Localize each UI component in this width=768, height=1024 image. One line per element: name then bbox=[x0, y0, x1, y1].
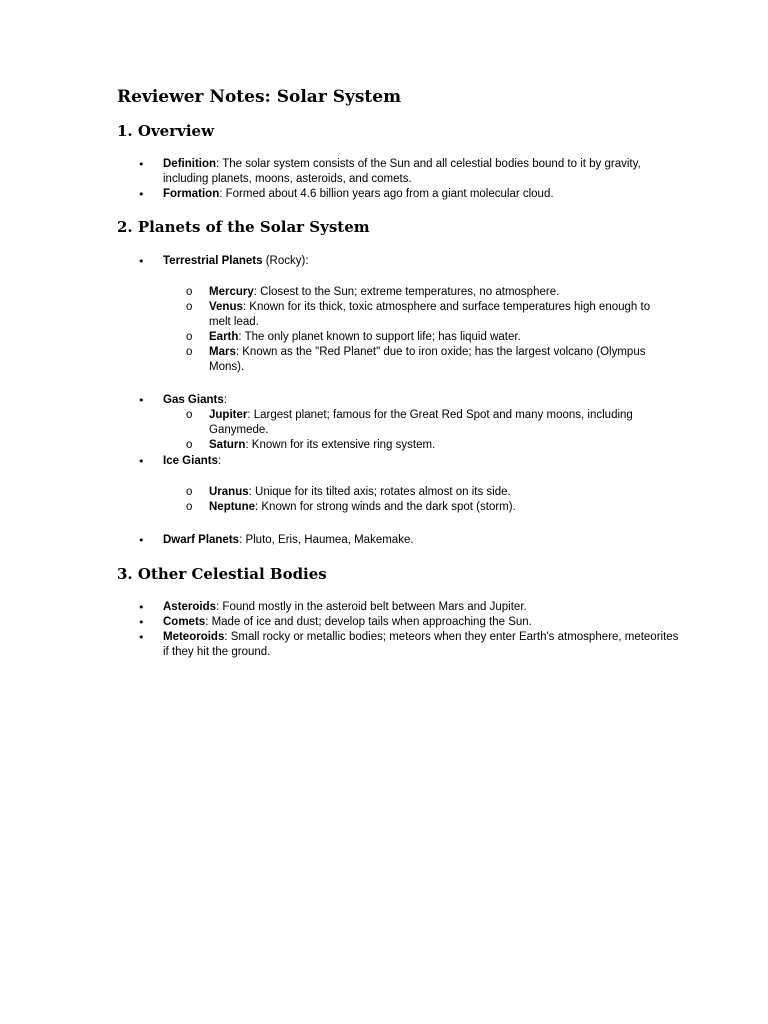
item-text: : bbox=[217, 455, 222, 467]
list-item bbox=[163, 393, 683, 408]
list-item bbox=[163, 157, 683, 187]
item-text: : Known for its extensive ring system. bbox=[245, 439, 436, 451]
item-text: : Known for strong winds and the dark spot (storm). bbox=[255, 501, 516, 513]
item-term: Saturn bbox=[209, 439, 246, 451]
item-text: : Closest to the Sun; extreme temperatures, no atmosphere. bbox=[253, 286, 560, 298]
item-term: Meteoroids bbox=[163, 631, 225, 643]
item-text: : Known for its thick, toxic atmosphere and surface temperatures high enough to melt lead. bbox=[209, 301, 651, 328]
overview-list bbox=[163, 157, 683, 202]
dwarf-planets-list bbox=[163, 533, 683, 548]
sublist-item bbox=[209, 285, 669, 300]
item-term: Definition bbox=[163, 158, 217, 170]
section-heading-other-bodies: 3. Other Celestial Bodies bbox=[117, 565, 327, 583]
sublist-item bbox=[209, 345, 669, 375]
item-term: Neptune bbox=[209, 501, 255, 513]
terrestrial-list bbox=[163, 254, 683, 269]
ice-giants-list bbox=[163, 454, 683, 469]
list-item bbox=[163, 254, 683, 269]
section-heading-overview: 1. Overview bbox=[117, 122, 214, 140]
item-text: : Unique for its tilted axis; rotates almost on its side. bbox=[248, 486, 511, 498]
item-term: Asteroids bbox=[163, 601, 217, 613]
item-term: Terrestrial Planets bbox=[163, 255, 263, 267]
gas-giants-list bbox=[163, 393, 683, 408]
terrestrial-sublist bbox=[209, 285, 669, 375]
list-item bbox=[163, 600, 683, 615]
item-text: : Largest planet; famous for the Great Red Spot and many moons, including Ganymede. bbox=[209, 409, 633, 436]
item-text: : The only planet known to support life; has liquid water. bbox=[238, 331, 521, 343]
item-term: Uranus bbox=[209, 486, 249, 498]
item-text: : The solar system consists of the Sun and all celestial bodies bound to it by gravity, including planets, moons, asteroids, and comets. bbox=[163, 158, 641, 185]
list-item bbox=[163, 533, 683, 548]
sublist-item bbox=[209, 300, 669, 330]
list-item bbox=[163, 615, 683, 630]
item-term: Dwarf Planets bbox=[163, 534, 240, 546]
item-term: Mars bbox=[209, 346, 236, 358]
item-text: : Small rocky or metallic bodies; meteors when they enter Earth's atmosphere, meteorites if they hit the ground. bbox=[163, 631, 679, 658]
item-term: Formation bbox=[163, 188, 220, 200]
document-title: Reviewer Notes: Solar System bbox=[117, 87, 402, 107]
item-text: (Rocky): bbox=[262, 255, 309, 267]
item-text: : Made of ice and dust; develop tails when approaching the Sun. bbox=[205, 616, 532, 628]
list-item bbox=[163, 630, 683, 660]
item-text: : Pluto, Eris, Haumea, Makemake. bbox=[239, 534, 414, 546]
item-text: : Found mostly in the asteroid belt between Mars and Jupiter. bbox=[216, 601, 527, 613]
gas-giants-sublist bbox=[209, 408, 669, 453]
list-item bbox=[163, 187, 683, 202]
item-term: Jupiter bbox=[209, 409, 248, 421]
item-term: Mercury bbox=[209, 286, 254, 298]
other-bodies-list bbox=[163, 600, 683, 660]
ice-giants-sublist bbox=[209, 485, 669, 515]
item-term: Venus bbox=[209, 301, 243, 313]
list-item bbox=[163, 454, 683, 469]
section-heading-planets: 2. Planets of the Solar System bbox=[117, 218, 370, 236]
sublist-item bbox=[209, 500, 669, 515]
sublist-item bbox=[209, 408, 669, 438]
sublist-item bbox=[209, 485, 669, 500]
item-text: : bbox=[223, 394, 227, 406]
item-term: Comets bbox=[163, 616, 206, 628]
sublist-item bbox=[209, 438, 669, 453]
item-term: Gas Giants bbox=[163, 394, 224, 406]
item-term: Ice Giants bbox=[163, 455, 218, 467]
item-text: : Known as the "Red Planet" due to iron oxide; has the largest volcano (Olympus Mons). bbox=[209, 346, 646, 373]
sublist-item bbox=[209, 330, 669, 345]
item-text: : Formed about 4.6 billion years ago from a giant molecular cloud. bbox=[219, 188, 554, 200]
item-term: Earth bbox=[209, 331, 239, 343]
